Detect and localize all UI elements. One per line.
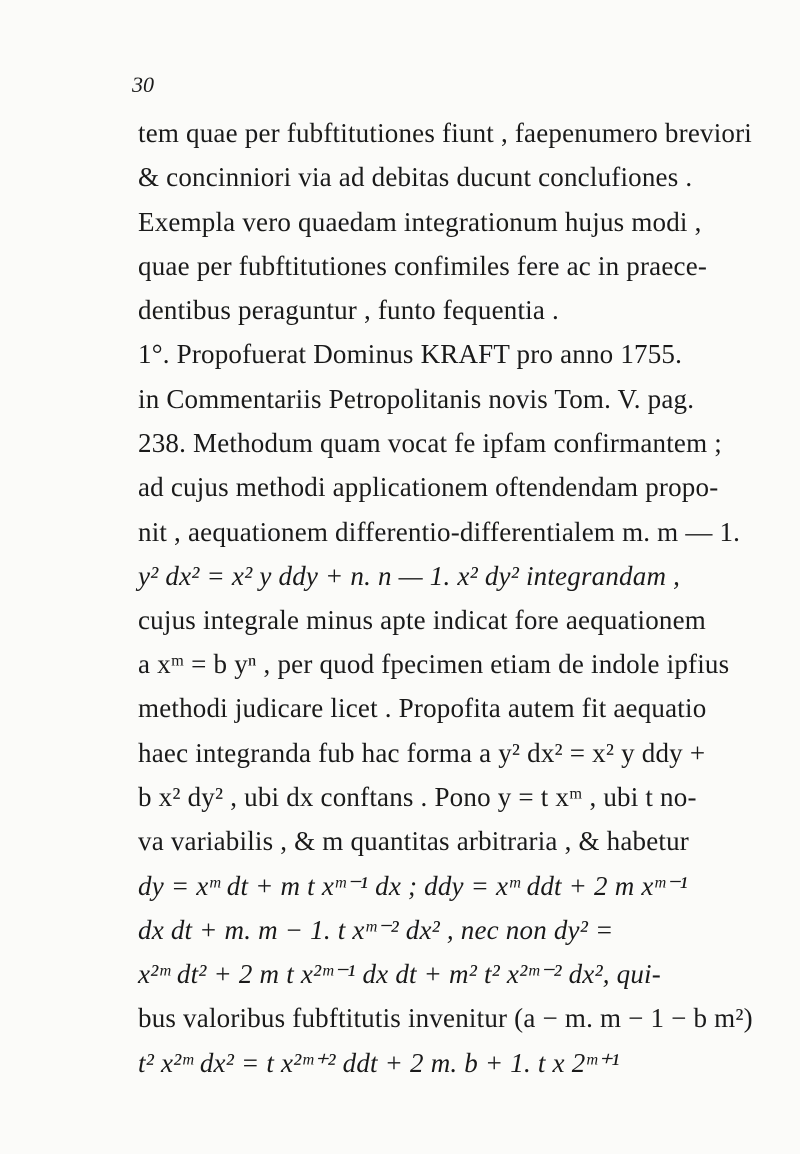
text-line: methodi judicare licet . Propofita autem fit aequatio — [138, 693, 707, 723]
text-line: a xᵐ = b yⁿ , per quod fpecimen etiam de indole ipfius — [138, 649, 730, 679]
text-line: quae per fubftitutiones confimiles fere ac in praece- — [138, 251, 708, 281]
text-line: cujus integrale minus apte indicat fore aequationem — [138, 605, 706, 635]
math-line: t² x²ᵐ dx² = t x²ᵐ⁺² ddt + 2 m. b + 1. t x 2ᵐ⁺¹ — [138, 1048, 620, 1078]
text-line: tem quae per fubftitutiones fiunt , faepenumero breviori — [138, 118, 752, 148]
text-line: haec integranda fub hac forma a y² dx² = x² y ddy + — [138, 738, 706, 768]
text-line: & concinniori via ad debitas ducunt conclufiones . — [138, 162, 693, 192]
text-line: in Commentariis Petropolitanis novis Tom. V. pag. — [138, 384, 695, 414]
math-line: dy = xᵐ dt + m t xᵐ⁻¹ dx ; ddy = xᵐ ddt + 2 m xᵐ⁻¹ — [138, 871, 688, 901]
math-line: x²ᵐ dt² + 2 m t x²ᵐ⁻¹ dx dt + m² t² x²ᵐ⁻² dx², qui- — [138, 959, 661, 989]
text-line: nit , aequationem differentio-differentialem m. m — 1. — [138, 517, 741, 547]
text-line: dentibus peraguntur , funto fequentia . — [138, 295, 559, 325]
math-line: dx dt + m. m − 1. t xᵐ⁻² dx² , nec non dy² = — [138, 915, 614, 945]
text-line: va variabilis , & m quantitas arbitraria , & habetur — [138, 826, 689, 856]
page-number: 30 — [132, 72, 154, 97]
text-line: 238. Methodum quam vocat fe ipfam confirmantem ; — [138, 428, 722, 458]
text-line: 1°. Propofuerat Dominus KRAFT pro anno 1755. — [138, 339, 683, 369]
text-line: Exempla vero quaedam integrationum hujus modi , — [138, 207, 702, 237]
math-line: y² dx² = x² y ddy + n. n — 1. x² dy² integrandam , — [138, 561, 681, 591]
text-line: ad cujus methodi applicationem oftendendam propo- — [138, 472, 719, 502]
text-line: b x² dy² , ubi dx conftans . Pono y = t xᵐ , ubi t no- — [138, 782, 697, 812]
text-line: bus valoribus fubftitutis invenitur (a − m. m − 1 − b m²) — [138, 1003, 753, 1033]
